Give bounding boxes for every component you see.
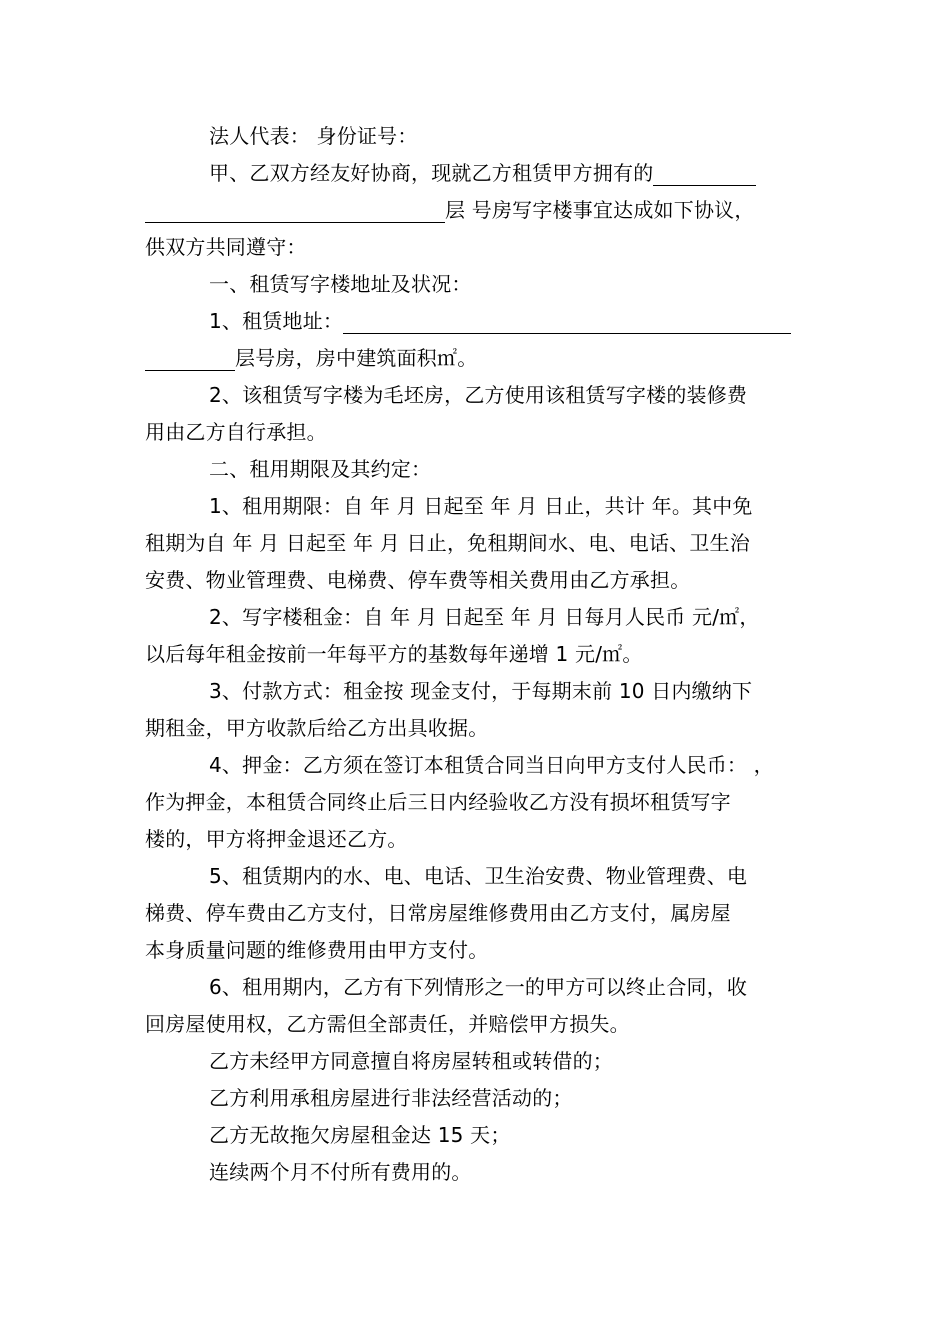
termination-case-4: 连续两个月不付所有费用的。 <box>209 1160 472 1184</box>
legal-rep-line: 法人代表： 身份证号： <box>209 124 418 148</box>
termination-case-3: 乙方无故拖欠房屋租金达 15 天； <box>209 1123 511 1147</box>
termination-case-2: 乙方利用承租房屋进行非法经营活动的； <box>209 1086 573 1110</box>
clause-2-3: 3、付款方式：租金按 现金支付，于每期末前 10 日内缴纳下 <box>209 679 753 703</box>
intro-text-2: 层 号房写字楼事宜达成如下协议， <box>445 198 755 222</box>
clause-2-6-cont: 回房屋使用权，乙方需但全部责任，并赔偿甲方损失。 <box>145 1012 630 1036</box>
clause-2-5-cont-2: 本身质量问题的维修费用由甲方支付。 <box>145 938 489 962</box>
property-blank <box>653 161 756 186</box>
section-heading-1: 一、租赁写字楼地址及状况： <box>209 272 472 296</box>
clause-1-2-cont: 用由乙方自行承担。 <box>145 420 327 444</box>
address-label: 1、租赁地址： <box>209 309 344 333</box>
clause-2-4: 4、押金：乙方须在签订本租赁合同当日向甲方支付人民币： ， <box>209 753 774 777</box>
address-blank <box>343 309 791 334</box>
clause-2-1-cont: 租期为自 年 月 日起至 年 月 日止，免租期间水、电、电话、卫生治 <box>145 531 750 555</box>
contract-page <box>145 118 809 1191</box>
area-text: 层号房，房中建筑面积㎡。 <box>235 346 478 370</box>
clause-2-1-cont-2: 安费、物业管理费、电梯费、停车费等相关费用由乙方承担。 <box>145 568 691 592</box>
termination-case-1: 乙方未经甲方同意擅自将房屋转租或转借的； <box>209 1049 613 1073</box>
clause-1-2: 2、该租赁写字楼为毛坯房，乙方使用该租赁写字楼的装修费 <box>209 383 748 407</box>
clause-2-5-cont: 梯费、停车费由乙方支付，日常房屋维修费用由乙方支付，属房屋 <box>145 901 731 925</box>
property-blank-continued <box>145 198 445 223</box>
clause-2-2-cont: 以后每年租金按前一年每平方的基数每年递增 1 元/㎡。 <box>145 642 643 666</box>
clause-2-5: 5、租赁期内的水、电、电话、卫生治安费、物业管理费、电 <box>209 864 748 888</box>
address-line <box>145 303 809 340</box>
intro-text: 甲、乙双方经友好协商，现就乙方租赁甲方拥有的 <box>209 161 654 185</box>
clause-2-6: 6、租用期内，乙方有下列情形之一的甲方可以终止合同，收 <box>209 975 748 999</box>
clause-2-1: 1、租用期限：自 年 月 日起至 年 月 日止，共计 年。其中免 <box>209 494 753 518</box>
clause-2-4-cont-2: 楼的，甲方将押金退还乙方。 <box>145 827 408 851</box>
clause-2-3-cont: 期租金，甲方收款后给乙方出具收据。 <box>145 716 489 740</box>
clause-2-2: 2、写字楼租金：自 年 月 日起至 年 月 日每月人民币 元/㎡， <box>209 605 760 629</box>
clause-2-4-cont: 作为押金，本租赁合同终止后三日内经验收乙方没有损坏租赁写字 <box>145 790 731 814</box>
address-line-2 <box>145 340 809 377</box>
intro-line-3: 供双方共同遵守： <box>145 235 307 259</box>
intro-line <box>145 155 809 192</box>
section-heading-2: 二、租用期限及其约定： <box>209 457 432 481</box>
address-blank-continued <box>145 346 235 371</box>
intro-line-2 <box>145 192 809 229</box>
